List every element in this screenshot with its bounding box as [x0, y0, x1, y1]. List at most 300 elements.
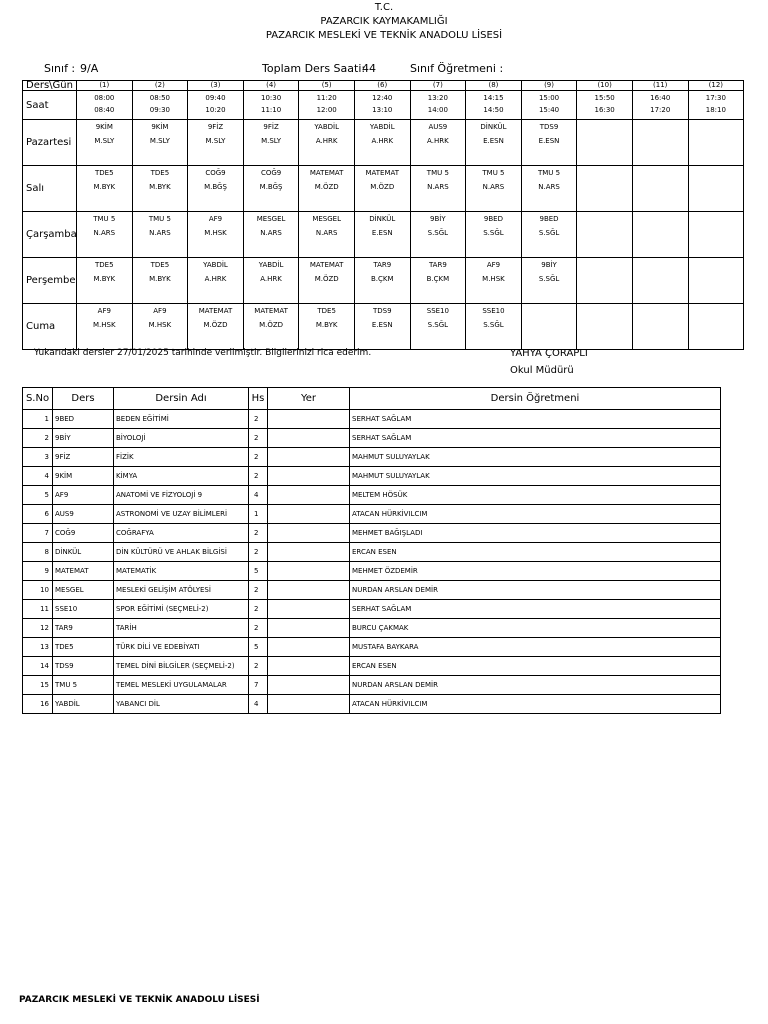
- corner-cell: Ders\Gün: [23, 81, 77, 91]
- lesson-code: 9KİM: [151, 123, 169, 131]
- course-code: TDE5: [53, 638, 114, 657]
- lesson-cell: [354, 166, 410, 212]
- lesson-cell: [354, 212, 410, 258]
- weekly-hours: 7: [249, 676, 268, 695]
- course-teacher: SERHAT SAĞLAM: [350, 410, 721, 429]
- course-name: ASTRONOMİ VE UZAY BİLİMLERİ: [114, 505, 249, 524]
- course-code: SSE10: [53, 600, 114, 619]
- total-hours-label: Toplam Ders Saati:: [262, 62, 366, 75]
- lesson-code: MATEMAT: [309, 169, 344, 177]
- class-teacher-label: Sınıf Öğretmeni :: [410, 62, 504, 75]
- lesson-cell: [188, 304, 244, 350]
- period-number-row: [23, 81, 744, 91]
- lesson-teacher: N.ARS: [93, 229, 116, 237]
- header-kaymakamlik: PAZARCIK KAYMAKAMLIĞI: [320, 16, 448, 27]
- column-header: Hs: [249, 388, 268, 410]
- lesson-cell: [188, 120, 244, 166]
- lesson-teacher: B.ÇKM: [426, 275, 450, 283]
- end-time: 14:00: [427, 106, 448, 114]
- location: [268, 505, 350, 524]
- lesson-cell: [410, 120, 466, 166]
- end-time: 10:20: [205, 106, 226, 114]
- lesson-cell: [243, 258, 299, 304]
- period-number: (1): [77, 81, 133, 91]
- lesson-teacher: M.BYK: [149, 275, 171, 283]
- lesson-teacher: N.ARS: [538, 183, 560, 191]
- weekly-hours: 2: [249, 619, 268, 638]
- weekly-hours: 5: [249, 638, 268, 657]
- lesson-code: TMU 5: [93, 215, 116, 223]
- lesson-code: TDE5: [95, 169, 114, 177]
- weekly-hours: 2: [249, 524, 268, 543]
- lesson-cell: [132, 120, 188, 166]
- notice-text: Yukarıdaki dersler 27/01/2025 tarihinde verilmiştir. Bilgilerinizi rica ederim.: [34, 348, 372, 358]
- day-row: [23, 304, 744, 350]
- end-time: 12:00: [316, 106, 337, 114]
- lesson-teacher: N.ARS: [482, 183, 505, 191]
- row-number: 13: [23, 638, 53, 657]
- row-number: 1: [23, 410, 53, 429]
- course-name: TARİH: [114, 619, 249, 638]
- lesson-cell: [132, 166, 188, 212]
- location: [268, 524, 350, 543]
- lesson-teacher: M.SLY: [205, 137, 226, 145]
- lesson-code: MATEMAT: [309, 261, 344, 269]
- lesson-cell: [521, 304, 577, 350]
- table-row: [23, 524, 721, 543]
- period-number: (8): [466, 81, 522, 91]
- lesson-code: COĞ9: [205, 169, 226, 177]
- course-code: TAR9: [53, 619, 114, 638]
- lesson-code: TMU 5: [537, 169, 561, 177]
- table-row: [23, 695, 721, 714]
- table-row: [23, 543, 721, 562]
- time-cell: [688, 91, 744, 120]
- lesson-teacher: A.HRK: [204, 275, 227, 283]
- lesson-cell: [243, 304, 299, 350]
- time-cell: [243, 91, 299, 120]
- course-name: TEMEL MESLEKİ UYGULAMALAR: [114, 676, 249, 695]
- row-number: 8: [23, 543, 53, 562]
- start-time: 17:30: [705, 94, 726, 102]
- lesson-cell: [632, 166, 688, 212]
- weekly-hours: 2: [249, 467, 268, 486]
- lesson-cell: [77, 304, 133, 350]
- lesson-code: 9FİZ: [263, 123, 279, 131]
- lesson-code: TDE5: [95, 261, 114, 269]
- period-number: (4): [243, 81, 299, 91]
- day-name: Cuma: [23, 304, 77, 350]
- period-number: (12): [688, 81, 744, 91]
- lesson-code: 9BİY: [430, 215, 446, 223]
- lesson-cell: [243, 166, 299, 212]
- lesson-code: 9BED: [483, 215, 503, 223]
- lesson-teacher: E.ESN: [538, 137, 560, 145]
- lesson-cell: [77, 120, 133, 166]
- course-code: YABDİL: [53, 695, 114, 714]
- time-cell: [410, 91, 466, 120]
- header-school-name: PAZARCIK MESLEKİ VE TEKNİK ANADOLU LİSESİ: [265, 30, 503, 41]
- end-time: 18:10: [705, 106, 726, 114]
- lesson-cell: [632, 304, 688, 350]
- time-cell: [132, 91, 188, 120]
- course-code: MESGEL: [53, 581, 114, 600]
- lesson-code: MESGEL: [256, 215, 286, 223]
- lesson-cell: [688, 120, 744, 166]
- course-name: YABANCI DİL: [114, 695, 249, 714]
- start-time: 14:15: [483, 94, 504, 102]
- weekly-schedule-table: [22, 80, 744, 350]
- column-header: S.No: [23, 388, 53, 410]
- lesson-teacher: N.ARS: [260, 229, 282, 237]
- row-number: 15: [23, 676, 53, 695]
- start-time: 08:00: [94, 94, 115, 102]
- lesson-code: YABDİL: [314, 123, 340, 131]
- course-teacher: NURDAN ARSLAN DEMİR: [350, 676, 721, 695]
- lesson-code: AF9: [153, 307, 167, 315]
- lesson-code: MESGEL: [312, 215, 341, 223]
- time-cell: [299, 91, 355, 120]
- lesson-teacher: M.BYK: [93, 275, 116, 283]
- day-row: [23, 212, 744, 258]
- lesson-cell: [410, 258, 466, 304]
- start-time: 15:00: [538, 94, 560, 102]
- lesson-cell: [299, 304, 355, 350]
- end-time: 09:30: [149, 106, 170, 114]
- lesson-code: 9BİY: [541, 261, 557, 269]
- lesson-code: TDS9: [372, 307, 392, 315]
- lesson-cell: [299, 166, 355, 212]
- course-name: KİMYA: [114, 467, 249, 486]
- lesson-cell: [132, 258, 188, 304]
- start-time: 16:40: [650, 94, 671, 102]
- course-teacher: MAHMUT SULUYAYLAK: [350, 467, 721, 486]
- course-name: MATEMATİK: [114, 562, 249, 581]
- lesson-cell: [466, 120, 522, 166]
- lesson-teacher: M.ÖZD: [314, 183, 339, 191]
- day-name: Perşembe: [23, 258, 77, 304]
- lesson-cell: [521, 258, 577, 304]
- course-list-table: [22, 387, 721, 714]
- course-teacher: MAHMUT SULUYAYLAK: [350, 448, 721, 467]
- lesson-teacher: A.HRK: [315, 137, 338, 145]
- lesson-code: 9BED: [539, 215, 559, 223]
- lesson-cell: [299, 258, 355, 304]
- table-row: [23, 638, 721, 657]
- course-teacher: MELTEM HÖSÜK: [350, 486, 721, 505]
- lesson-cell: [188, 212, 244, 258]
- time-cell: [77, 91, 133, 120]
- lesson-teacher: S.SĞL: [483, 321, 504, 329]
- lesson-teacher: E.ESN: [483, 137, 504, 145]
- weekly-hours: 4: [249, 486, 268, 505]
- period-number: (10): [577, 81, 633, 91]
- course-code: DİNKÜL: [53, 543, 114, 562]
- lesson-cell: [77, 166, 133, 212]
- lesson-code: SSE10: [482, 307, 505, 315]
- table-row: [23, 581, 721, 600]
- lesson-cell: [577, 258, 633, 304]
- course-code: AF9: [53, 486, 114, 505]
- table-row: [23, 467, 721, 486]
- course-name: COĞRAFYA: [114, 524, 249, 543]
- start-time: 09:40: [205, 94, 226, 102]
- table-row: [23, 619, 721, 638]
- lesson-code: 9FİZ: [207, 123, 224, 131]
- lesson-code: SSE10: [426, 307, 449, 315]
- lesson-teacher: M.HSK: [93, 321, 116, 329]
- lesson-cell: [410, 212, 466, 258]
- course-teacher: NURDAN ARSLAN DEMİR: [350, 581, 721, 600]
- table-row: [23, 600, 721, 619]
- lesson-cell: [132, 212, 188, 258]
- day-name: Pazartesi: [23, 120, 77, 166]
- lesson-code: COĞ9: [260, 169, 282, 177]
- course-teacher: MEHMET ÖZDEMİR: [350, 562, 721, 581]
- weekly-hours: 4: [249, 695, 268, 714]
- lesson-cell: [299, 212, 355, 258]
- course-code: 9BED: [53, 410, 114, 429]
- lesson-cell: [466, 212, 522, 258]
- course-teacher: ATACAN HÜRKİVILCIM: [350, 505, 721, 524]
- lesson-code: AF9: [97, 307, 111, 315]
- lesson-cell: [77, 212, 133, 258]
- course-code: 9BİY: [53, 429, 114, 448]
- lesson-code: 9KİM: [95, 123, 113, 131]
- course-code: AUS9: [53, 505, 114, 524]
- lesson-cell: [243, 120, 299, 166]
- lesson-cell: [299, 120, 355, 166]
- lesson-code: TDS9: [539, 123, 559, 131]
- course-code: TDS9: [53, 657, 114, 676]
- location: [268, 562, 350, 581]
- lesson-code: TMU 5: [148, 215, 171, 223]
- lesson-cell: [688, 212, 744, 258]
- lesson-cell: [632, 212, 688, 258]
- location: [268, 467, 350, 486]
- table-row: [23, 562, 721, 581]
- lesson-teacher: M.BĞŞ: [204, 183, 227, 191]
- lesson-code: TDE5: [150, 169, 170, 177]
- period-number: (5): [299, 81, 355, 91]
- end-time: 11:10: [260, 106, 282, 114]
- column-header: Yer: [268, 388, 350, 410]
- time-cell: [577, 91, 633, 120]
- lesson-teacher: E.ESN: [371, 229, 393, 237]
- lesson-code: MATEMAT: [365, 169, 400, 177]
- lesson-cell: [521, 120, 577, 166]
- row-number: 14: [23, 657, 53, 676]
- lesson-teacher: A.HRK: [260, 275, 282, 283]
- time-cell: [521, 91, 577, 120]
- lesson-cell: [688, 166, 744, 212]
- lesson-teacher: M.SLY: [149, 137, 170, 145]
- lesson-code: TDE5: [317, 307, 336, 315]
- lesson-cell: [577, 212, 633, 258]
- lesson-cell: [521, 166, 577, 212]
- lesson-teacher: M.ÖZD: [314, 275, 339, 283]
- lesson-cell: [354, 258, 410, 304]
- lesson-code: TAR9: [373, 261, 392, 269]
- lesson-code: YABDİL: [203, 261, 228, 269]
- lesson-cell: [410, 166, 466, 212]
- lesson-cell: [577, 304, 633, 350]
- time-cell: [188, 91, 244, 120]
- end-time: 16:30: [594, 106, 615, 114]
- course-code: COĞ9: [53, 524, 114, 543]
- lesson-code: YABDİL: [258, 261, 284, 269]
- lesson-code: AF9: [208, 215, 223, 223]
- period-number: (9): [521, 81, 577, 91]
- lesson-teacher: S.SĞL: [427, 229, 449, 237]
- course-teacher: ERCAN ESEN: [350, 543, 721, 562]
- lesson-teacher: S.SĞL: [483, 229, 504, 237]
- lesson-cell: [410, 304, 466, 350]
- table-row: [23, 505, 721, 524]
- course-name: ANATOMİ VE FİZYOLOJİ 9: [114, 486, 249, 505]
- lesson-cell: [466, 166, 522, 212]
- course-name: DİN KÜLTÜRÜ VE AHLAK BİLGİSİ: [114, 543, 249, 562]
- lesson-cell: [354, 120, 410, 166]
- lesson-teacher: S.SĞL: [538, 229, 560, 237]
- lesson-teacher: A.HRK: [427, 137, 449, 145]
- weekly-hours: 1: [249, 505, 268, 524]
- time-cell: [632, 91, 688, 120]
- row-number: 3: [23, 448, 53, 467]
- course-code: TMU 5: [53, 676, 114, 695]
- start-time: 12:40: [372, 94, 393, 102]
- course-code: 9KİM: [53, 467, 114, 486]
- column-header: Ders: [53, 388, 114, 410]
- lesson-teacher: M.SLY: [94, 137, 115, 145]
- lesson-teacher: M.HSK: [482, 275, 505, 283]
- weekly-hours: 2: [249, 448, 268, 467]
- lesson-cell: [188, 166, 244, 212]
- course-code: 9FİZ: [53, 448, 114, 467]
- lesson-teacher: M.ÖZD: [259, 321, 284, 329]
- location: [268, 429, 350, 448]
- end-time: 13:10: [372, 106, 393, 114]
- lesson-teacher: A.HRK: [371, 137, 394, 145]
- lesson-cell: [632, 258, 688, 304]
- lesson-code: TMU 5: [482, 169, 505, 177]
- weekly-hours: 2: [249, 657, 268, 676]
- course-name: BEDEN EĞİTİMİ: [114, 410, 249, 429]
- lesson-teacher: M.BYK: [93, 183, 116, 191]
- lesson-teacher: N.ARS: [315, 229, 338, 237]
- location: [268, 676, 350, 695]
- location: [268, 600, 350, 619]
- lesson-teacher: N.ARS: [427, 183, 449, 191]
- table-row: [23, 486, 721, 505]
- start-time: 11:20: [316, 94, 337, 102]
- row-number: 11: [23, 600, 53, 619]
- principal-title: Okul Müdürü: [510, 365, 574, 376]
- table-row: [23, 657, 721, 676]
- lesson-teacher: M.HSK: [148, 321, 172, 329]
- period-number: (7): [410, 81, 466, 91]
- lesson-cell: [466, 304, 522, 350]
- course-name: TEMEL DİNİ BİLGİLER (SEÇMELİ-2): [114, 657, 249, 676]
- class-value: 9/A: [80, 62, 99, 75]
- day-row: [23, 166, 744, 212]
- time-cell: [466, 91, 522, 120]
- lesson-teacher: M.BĞŞ: [259, 183, 283, 191]
- course-name: BİYOLOJİ: [114, 429, 249, 448]
- course-name: MESLEKİ GELİŞİM ATÖLYESİ: [114, 581, 249, 600]
- saat-label: Saat: [23, 91, 77, 120]
- row-number: 10: [23, 581, 53, 600]
- lesson-teacher: M.HSK: [204, 229, 227, 237]
- total-hours-value: 44: [362, 62, 376, 75]
- course-name: TÜRK DİLİ VE EDEBİYATI: [114, 638, 249, 657]
- course-teacher: SERHAT SAĞLAM: [350, 600, 721, 619]
- lesson-cell: [688, 258, 744, 304]
- lesson-code: TMU 5: [426, 169, 449, 177]
- principal-name: YAHYA ÇORAPLI: [510, 348, 588, 359]
- lesson-cell: [188, 258, 244, 304]
- day-row: [23, 258, 744, 304]
- lesson-teacher: M.ÖZD: [203, 321, 228, 329]
- location: [268, 657, 350, 676]
- lesson-teacher: E.ESN: [371, 321, 393, 329]
- lesson-cell: [466, 258, 522, 304]
- header-tc: T.C.: [374, 2, 394, 13]
- day-name: Salı: [23, 166, 77, 212]
- lesson-code: AF9: [486, 261, 501, 269]
- start-time: 15:50: [594, 94, 615, 102]
- table-row: [23, 410, 721, 429]
- course-teacher: BURCU ÇAKMAK: [350, 619, 721, 638]
- lesson-cell: [577, 120, 633, 166]
- location: [268, 543, 350, 562]
- column-header: Dersin Adı: [114, 388, 249, 410]
- location: [268, 638, 350, 657]
- location: [268, 486, 350, 505]
- lesson-teacher: M.SLY: [261, 137, 282, 145]
- end-time: 17:20: [650, 106, 671, 114]
- location: [268, 695, 350, 714]
- lesson-code: MATEMAT: [254, 307, 288, 315]
- period-number: (3): [188, 81, 244, 91]
- row-number: 7: [23, 524, 53, 543]
- lesson-cell: [243, 212, 299, 258]
- footer-school-name: PAZARCIK MESLEKİ VE TEKNİK ANADOLU LİSESİ: [19, 995, 260, 1005]
- location: [268, 619, 350, 638]
- location: [268, 410, 350, 429]
- lesson-teacher: N.ARS: [149, 229, 171, 237]
- period-number: (2): [132, 81, 188, 91]
- lesson-code: MATEMAT: [198, 307, 233, 315]
- end-time: 14:50: [483, 106, 504, 114]
- row-number: 5: [23, 486, 53, 505]
- end-time: 08:40: [94, 106, 115, 114]
- course-name: FİZİK: [114, 448, 249, 467]
- course-code: MATEMAT: [53, 562, 114, 581]
- course-teacher: ERCAN ESEN: [350, 657, 721, 676]
- lesson-cell: [354, 304, 410, 350]
- lesson-teacher: M.ÖZD: [370, 183, 395, 191]
- lesson-code: DİNKÜL: [480, 123, 507, 131]
- lesson-teacher: S.SĞL: [538, 275, 560, 283]
- lesson-code: YABDİL: [369, 123, 395, 131]
- lesson-code: AUS9: [428, 123, 448, 131]
- lesson-cell: [521, 212, 577, 258]
- end-time: 15:40: [538, 106, 560, 114]
- row-number: 12: [23, 619, 53, 638]
- period-number: (11): [632, 81, 688, 91]
- row-number: 4: [23, 467, 53, 486]
